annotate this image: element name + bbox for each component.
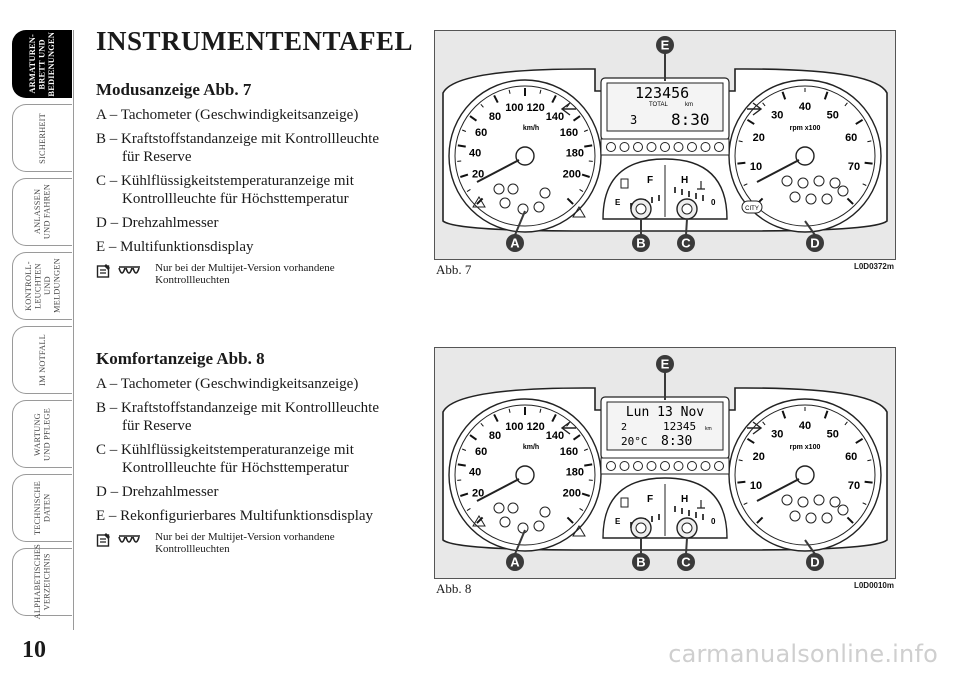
callout-label: E [660, 37, 670, 53]
speed-tick-label: 140 [545, 110, 565, 123]
callout-label: C [681, 554, 691, 570]
legend-item [96, 507, 408, 525]
page-title: INSTRUMENTENTAFEL [96, 26, 414, 56]
warning-light-icon [782, 176, 792, 186]
display-temperature: 20°C [621, 435, 648, 448]
legend-item [96, 214, 408, 232]
warning-light-icon [518, 523, 528, 533]
indicator-lamp-icon [688, 462, 697, 471]
legend-item-text: C – Kühlflüssigkeitstemperaturanzeige mit [96, 442, 354, 458]
rpm-unit: rpm x100 [789, 125, 821, 132]
sidebar-divider [73, 30, 74, 630]
indicator-lamp-icon [661, 143, 670, 152]
legend-item-text: E – Multifunktionsdisplay [96, 239, 254, 255]
city-label: CITY [745, 206, 759, 212]
chapter-tab[interactable] [12, 104, 72, 172]
speed-tick-label: 100 [505, 102, 524, 115]
legend-item-text: E – Rekonfigurierbares Multifunktionsdisplay [96, 508, 374, 524]
chapter-tab[interactable] [12, 178, 72, 246]
indicator-lamp-icon [701, 462, 710, 471]
knob-center [682, 523, 692, 533]
legend-item-text: B – Kraftstoffstandanzeige mit Kontrollleuchte [96, 131, 379, 147]
fuel-empty-label: E [615, 517, 621, 526]
chapter-tab[interactable] [12, 544, 72, 620]
chapter-tab-label: TECHNISCHE DATEN [33, 480, 52, 536]
legend-item-continuation: für Reserve [122, 149, 192, 165]
watermark: carmanualsonline.info [668, 640, 938, 668]
warning-light-icon [782, 495, 792, 505]
speed-needle-hub [516, 466, 534, 484]
speed-unit: km/h [522, 125, 540, 132]
indicator-lamp-icon [607, 462, 616, 471]
warning-light-icon [822, 194, 832, 204]
callout-label: B [636, 235, 646, 251]
legend-item-text: D – Drehzahlmesser [96, 484, 219, 500]
service-icon [96, 532, 112, 548]
warning-light-icon [540, 507, 550, 517]
warning-light-icon [822, 513, 832, 523]
callout-label: C [681, 235, 691, 251]
note-text: Nur bei der Multijet-Version vorhandene Kontrollleuchten [155, 531, 335, 555]
indicator-lamp-icon [688, 143, 697, 152]
speed-tick-label: 100 [505, 421, 524, 434]
item-list [96, 106, 408, 256]
rpm-tick-label: 30 [771, 428, 784, 441]
speed-tick [584, 464, 592, 465]
display-total-label: TOTAL [649, 102, 668, 108]
speed-tick-label: 160 [559, 127, 579, 140]
warning-light-icon [798, 497, 808, 507]
speed-tick-label: 180 [565, 147, 585, 160]
chapter-tab-label: SICHERHEIT [37, 112, 47, 164]
figure-abb-7 [434, 30, 896, 260]
warning-light-icon [518, 204, 528, 214]
chapter-tab[interactable] [12, 474, 72, 542]
rpm-tick [865, 482, 873, 483]
indicator-lamp-icon [647, 143, 656, 152]
legend-item [96, 106, 408, 124]
glow-plug-icon [117, 263, 143, 279]
warning-light-icon [814, 495, 824, 505]
chapter-tab-label: IM NOTFALL [37, 334, 47, 386]
knob-center [636, 523, 646, 533]
warning-light-icon [838, 505, 848, 515]
chapter-tab-label: ALPHABETISCHES VERZEICHNIS [33, 544, 52, 620]
display-gear: 3 [630, 113, 638, 127]
display-clock: 8:30 [661, 434, 693, 449]
speed-tick [458, 464, 466, 465]
legend-item-text: A – Tachometer (Geschwindigkeitsanzeige) [96, 107, 359, 123]
legend-item-continuation: Kontrollleuchte für Höchsttemperatur [122, 460, 349, 476]
chapter-tab-label: KONTROLL- LEUCHTEN UND MELDUNGEN [23, 258, 61, 314]
legend-item-text: B – Kraftstoffstandanzeige mit Kontrollleuchte [96, 400, 379, 416]
speed-tick-label: 80 [488, 110, 502, 123]
speed-tick-label: 60 [474, 446, 488, 459]
temp-low-label: 0 [711, 198, 716, 207]
glow-plug-icon [117, 532, 143, 548]
figure-caption: Abb. 7 [436, 262, 472, 277]
section-mode-display [96, 80, 408, 286]
chapter-tab-label: WARTUNG UND PFLEGE [33, 407, 52, 461]
warning-light-icon [830, 497, 840, 507]
section-heading: Modusanzeige Abb. 7 [96, 80, 252, 99]
display-odometer: 12345 [663, 420, 697, 433]
speed-needle-hub [516, 147, 534, 165]
display-odometer: 123456 [635, 84, 690, 102]
legend-item-text: A – Tachometer (Geschwindigkeitsanzeige) [96, 376, 359, 392]
warning-light-icon [830, 178, 840, 188]
warning-light-icon [508, 503, 518, 513]
chapter-tab[interactable] [12, 252, 72, 320]
warning-light-icon [500, 517, 510, 527]
indicator-lamp-icon [701, 143, 710, 152]
fuel-full-label: F [647, 494, 654, 505]
legend-item [96, 375, 408, 393]
knob-center [636, 204, 646, 214]
speed-tick-label: 180 [565, 466, 585, 479]
speed-tick-label: 80 [488, 429, 502, 442]
callout-label: A [510, 554, 520, 570]
warning-light-icon [534, 202, 544, 212]
warning-light-icon [494, 503, 504, 513]
warning-light-icon [790, 192, 800, 202]
fuel-full-label: F [647, 175, 654, 186]
speed-tick-label: 120 [526, 421, 545, 434]
indicator-lamp-icon [620, 143, 629, 152]
warning-light-icon [534, 521, 544, 531]
rpm-tick-label: 60 [845, 450, 858, 463]
speed-tick-label: 140 [545, 429, 565, 442]
indicator-lamp-icon [634, 462, 643, 471]
instrument-panel-illustration [435, 348, 895, 578]
callout-label: D [810, 554, 820, 570]
legend-item [96, 238, 408, 256]
rpm-tick-label: 10 [749, 160, 763, 173]
warning-light-icon [798, 178, 808, 188]
speed-tick-label: 200 [562, 168, 582, 181]
section-comfort-display [96, 349, 408, 555]
rpm-tick-label: 60 [845, 131, 858, 144]
warning-light-icon [838, 186, 848, 196]
display-date: Lun 13 Nov [625, 405, 705, 420]
display-clock: 8:30 [671, 110, 710, 129]
warning-light-icon [508, 184, 518, 194]
legend-item-text: C – Kühlflüssigkeitstemperaturanzeige mit [96, 173, 354, 189]
rpm-tick-label: 50 [826, 428, 839, 441]
warning-light-icon [806, 513, 816, 523]
speed-tick-label: 20 [472, 487, 485, 500]
display-km-label: km [685, 102, 693, 108]
temp-high-label: H [681, 494, 689, 505]
legend-item-text: D – Drehzahlmesser [96, 215, 219, 231]
speed-unit: km/h [522, 444, 540, 451]
temp-low-label: 0 [711, 517, 716, 526]
speed-tick [458, 145, 466, 146]
chapter-tab-label: ARMATUREN- BRETT UND BEDIENUNGEN [28, 31, 57, 97]
warning-light-icon [790, 511, 800, 521]
callout-label: B [636, 554, 646, 570]
legend-item-continuation: Kontrollleuchte für Höchsttemperatur [122, 191, 349, 207]
indicator-lamp-icon [620, 462, 629, 471]
fuel-empty-label: E [615, 198, 621, 207]
note-text: Nur bei der Multijet-Version vorhandene Kontrollleuchten [155, 262, 335, 286]
figure-code: L0D0010m [853, 581, 894, 590]
callout-label: E [660, 356, 670, 372]
note-icons [96, 531, 155, 548]
legend-item-continuation: für Reserve [122, 418, 192, 434]
rpm-tick-label: 40 [798, 420, 812, 432]
multijet-note [96, 531, 408, 555]
legend-item [96, 172, 408, 208]
display-gear: 2 [621, 422, 628, 433]
indicator-lamp-icon [607, 143, 616, 152]
chapter-tab[interactable] [12, 326, 72, 394]
multijet-note [96, 262, 408, 286]
warning-light-icon [500, 198, 510, 208]
chapter-tab-label: ANLASSEN UND FAHREN [33, 184, 52, 240]
warning-light-icon [806, 194, 816, 204]
indicator-lamp-icon [634, 143, 643, 152]
rpm-tick-label: 70 [847, 479, 861, 492]
section-heading: Komfortanzeige Abb. 8 [96, 349, 265, 368]
legend-item [96, 441, 408, 477]
item-list [96, 375, 408, 525]
instrument-panel-illustration [435, 31, 895, 259]
indicator-lamp-icon [674, 462, 683, 471]
callout-label: D [810, 235, 820, 251]
warning-light-icon [494, 184, 504, 194]
rpm-tick [865, 163, 873, 164]
speed-tick [584, 145, 592, 146]
rpm-tick [737, 163, 745, 164]
rpm-tick-label: 10 [749, 479, 763, 492]
chapter-tab[interactable] [12, 30, 72, 98]
rpm-tick-label: 40 [798, 101, 812, 113]
warning-light-icon [814, 176, 824, 186]
figure-abb-8 [434, 347, 896, 579]
legend-item [96, 399, 408, 435]
temp-high-label: H [681, 175, 689, 186]
indicator-lamp-icon [715, 143, 724, 152]
speed-tick-label: 20 [472, 168, 485, 181]
rpm-unit: rpm x100 [789, 444, 821, 451]
speed-tick-label: 60 [474, 127, 488, 140]
warning-light-icon [540, 188, 550, 198]
legend-item [96, 483, 408, 501]
callout-leader [686, 538, 687, 554]
speed-tick-label: 160 [559, 446, 579, 459]
display-km-label: km [705, 426, 712, 432]
page-number: 10 [22, 637, 46, 663]
rpm-needle-hub [796, 147, 814, 165]
chapter-tab[interactable] [12, 400, 72, 468]
figure-caption: Abb. 8 [436, 581, 472, 596]
rpm-tick-label: 50 [826, 109, 839, 122]
knob-center [682, 204, 692, 214]
callout-leader [686, 219, 687, 235]
rpm-tick-label: 20 [752, 450, 765, 463]
rpm-tick-label: 30 [771, 109, 784, 122]
indicator-lamp-icon [661, 462, 670, 471]
indicator-lamp-icon [674, 143, 683, 152]
speed-tick-label: 120 [526, 102, 545, 115]
speed-tick-label: 40 [469, 466, 482, 479]
speed-tick-label: 40 [469, 147, 482, 160]
rpm-tick-label: 70 [847, 160, 861, 173]
rpm-tick-label: 20 [752, 131, 765, 144]
rpm-tick [737, 482, 745, 483]
service-icon [96, 263, 112, 279]
speed-tick-label: 200 [562, 487, 582, 500]
legend-item [96, 130, 408, 166]
indicator-lamp-icon [647, 462, 656, 471]
callout-label: A [510, 235, 520, 251]
note-icons [96, 262, 155, 279]
figure-code: L0D0372m [853, 262, 894, 271]
rpm-needle-hub [796, 466, 814, 484]
indicator-lamp-icon [715, 462, 724, 471]
